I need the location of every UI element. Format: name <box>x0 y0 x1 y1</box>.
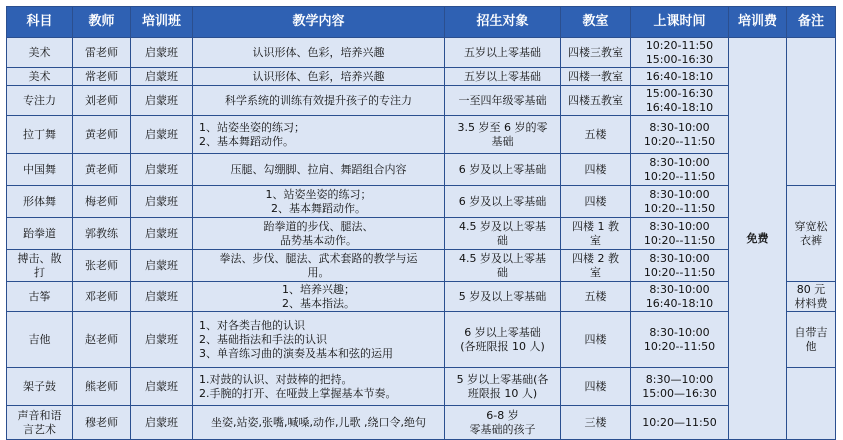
table-row <box>7 282 836 312</box>
note-dance: 穿宽松 衣裤 <box>787 186 836 282</box>
cell-room: 四楼 <box>561 186 631 218</box>
cell-time: 15:00-16:30 16:40-18:10 <box>631 86 729 116</box>
cell-target: 一至四年级零基础 <box>445 86 561 116</box>
cell-target: 6 岁及以上零基础 <box>445 186 561 218</box>
header-class: 培训班 <box>131 7 193 38</box>
cell-subject: 中国舞 <box>7 154 73 186</box>
cell-subject: 搏击、散 打 <box>7 250 73 282</box>
cell-class: 启蒙班 <box>131 312 193 368</box>
header-room: 教室 <box>561 7 631 38</box>
table-row <box>7 368 836 406</box>
cell-subject: 专注力 <box>7 86 73 116</box>
cell-class: 启蒙班 <box>131 406 193 440</box>
cell-subject: 跆拳道 <box>7 218 73 250</box>
cell-content: 认识形体、色彩，培养兴趣 <box>193 68 445 86</box>
cell-teacher: 梅老师 <box>73 186 131 218</box>
cell-subject: 架子鼓 <box>7 368 73 406</box>
cell-room: 四楼一教室 <box>561 68 631 86</box>
cell-teacher: 雷老师 <box>73 38 131 68</box>
cell-class: 启蒙班 <box>131 218 193 250</box>
cell-subject: 形体舞 <box>7 186 73 218</box>
cell-class: 启蒙班 <box>131 86 193 116</box>
cell-content: 1.对鼓的认识、对鼓棒的把持。 2.手腕的打开、在哑鼓上掌握基本节奏。 <box>193 368 445 406</box>
cell-teacher: 刘老师 <box>73 86 131 116</box>
cell-time: 8:30-10:00 10:20--11:50 <box>631 250 729 282</box>
header-target: 招生对象 <box>445 7 561 38</box>
cell-class: 启蒙班 <box>131 250 193 282</box>
cell-class: 启蒙班 <box>131 282 193 312</box>
cell-target: 五岁以上零基础 <box>445 68 561 86</box>
cell-teacher: 熊老师 <box>73 368 131 406</box>
cell-teacher: 穆老师 <box>73 406 131 440</box>
cell-target: 3.5 岁至 6 岁的零 基础 <box>445 116 561 154</box>
cell-teacher: 郭教练 <box>73 218 131 250</box>
course-table <box>6 6 836 440</box>
table-row <box>7 86 836 116</box>
cell-time: 8:30-10:00 16:40-18:10 <box>631 282 729 312</box>
cell-room: 四楼三教室 <box>561 38 631 68</box>
header-time: 上课时间 <box>631 7 729 38</box>
cell-subject: 拉丁舞 <box>7 116 73 154</box>
cell-teacher: 黄老师 <box>73 116 131 154</box>
table-row <box>7 218 836 250</box>
cell-class: 启蒙班 <box>131 68 193 86</box>
header-content: 教学内容 <box>193 7 445 38</box>
cell-target: 五岁以上零基础 <box>445 38 561 68</box>
cell-time: 8:30-10:00 10:20--11:50 <box>631 218 729 250</box>
header-subject: 科目 <box>7 7 73 38</box>
fee-cell: 免费 <box>729 38 787 440</box>
cell-subject: 古筝 <box>7 282 73 312</box>
cell-target: 5 岁及以上零基础 <box>445 282 561 312</box>
table-row <box>7 312 836 368</box>
cell-class: 启蒙班 <box>131 116 193 154</box>
cell-class: 启蒙班 <box>131 154 193 186</box>
cell-room: 五楼 <box>561 282 631 312</box>
cell-target: 4.5 岁及以上零基 础 <box>445 218 561 250</box>
note-guitar: 自带吉 他 <box>787 312 836 368</box>
cell-content: 认识形体、色彩，培养兴趣 <box>193 38 445 68</box>
table-row <box>7 68 836 86</box>
table-row <box>7 250 836 282</box>
cell-time: 8:30—10:00 15:00—16:30 <box>631 368 729 406</box>
cell-room: 四楼 1 教 室 <box>561 218 631 250</box>
cell-content: 跆拳道的步伐、腿法、 品势基本动作。 <box>193 218 445 250</box>
cell-teacher: 常老师 <box>73 68 131 86</box>
cell-time: 8:30-10:00 10:20--11:50 <box>631 154 729 186</box>
cell-time: 16:40-18:10 <box>631 68 729 86</box>
cell-room: 四楼 <box>561 312 631 368</box>
cell-room: 四楼五教室 <box>561 86 631 116</box>
cell-time: 10:20-11:50 15:00-16:30 <box>631 38 729 68</box>
cell-content: 科学系统的训练有效提升孩子的专注力 <box>193 86 445 116</box>
cell-time: 8:30-10:00 10:20--11:50 <box>631 312 729 368</box>
cell-subject: 美术 <box>7 68 73 86</box>
header-row <box>7 7 836 38</box>
cell-target: 5 岁以上零基础(各 班限报 10 人) <box>445 368 561 406</box>
cell-time: 10:20—11:50 <box>631 406 729 440</box>
table-row <box>7 38 836 68</box>
cell-content: 1、培养兴趣； 2、基本指法。 <box>193 282 445 312</box>
cell-content: 1、对各类吉他的认识 2、基础指法和手法的认识 3、单音练习曲的演奏及基本和弦的运用 <box>193 312 445 368</box>
cell-class: 启蒙班 <box>131 186 193 218</box>
cell-room: 四楼 <box>561 368 631 406</box>
cell-subject: 吉他 <box>7 312 73 368</box>
note-empty <box>787 38 836 186</box>
cell-subject: 美术 <box>7 38 73 68</box>
table-row <box>7 406 836 440</box>
header-fee: 培训费 <box>729 7 787 38</box>
cell-target: 4.5 岁及以上零基 础 <box>445 250 561 282</box>
table-row <box>7 186 836 218</box>
note-guzheng: 80 元 材料费 <box>787 282 836 312</box>
cell-content: 1、站姿坐姿的练习； 2、基本舞蹈动作。 <box>193 186 445 218</box>
cell-teacher: 黄老师 <box>73 154 131 186</box>
cell-time: 8:30-10:00 10:20--11:50 <box>631 116 729 154</box>
table-row <box>7 116 836 154</box>
cell-content: 坐姿,站姿,张嘴,喊嗓,动作,儿歌 ,绕口令,绝句 <box>193 406 445 440</box>
cell-class: 启蒙班 <box>131 368 193 406</box>
cell-room: 四楼 <box>561 154 631 186</box>
header-notes: 备注 <box>787 7 836 38</box>
cell-content: 拳法、步伐、腿法、武术套路的教学与运 用。 <box>193 250 445 282</box>
cell-teacher: 张老师 <box>73 250 131 282</box>
cell-target: 6 岁及以上零基础 <box>445 154 561 186</box>
note-empty <box>787 368 836 440</box>
cell-subject: 声音和语 言艺术 <box>7 406 73 440</box>
cell-target: 6-8 岁 零基础的孩子 <box>445 406 561 440</box>
cell-room: 五楼 <box>561 116 631 154</box>
cell-class: 启蒙班 <box>131 38 193 68</box>
cell-room: 三楼 <box>561 406 631 440</box>
cell-content: 1、站姿坐姿的练习； 2、基本舞蹈动作。 <box>193 116 445 154</box>
cell-teacher: 赵老师 <box>73 312 131 368</box>
cell-content: 压腿、勾绷脚、拉肩、舞蹈组合内容 <box>193 154 445 186</box>
header-teacher: 教师 <box>73 7 131 38</box>
cell-target: 6 岁以上零基础 (各班限报 10 人) <box>445 312 561 368</box>
table-row <box>7 154 836 186</box>
course-schedule <box>6 6 835 436</box>
cell-teacher: 邓老师 <box>73 282 131 312</box>
cell-room: 四楼 2 教 室 <box>561 250 631 282</box>
cell-time: 8:30-10:00 10:20--11:50 <box>631 186 729 218</box>
